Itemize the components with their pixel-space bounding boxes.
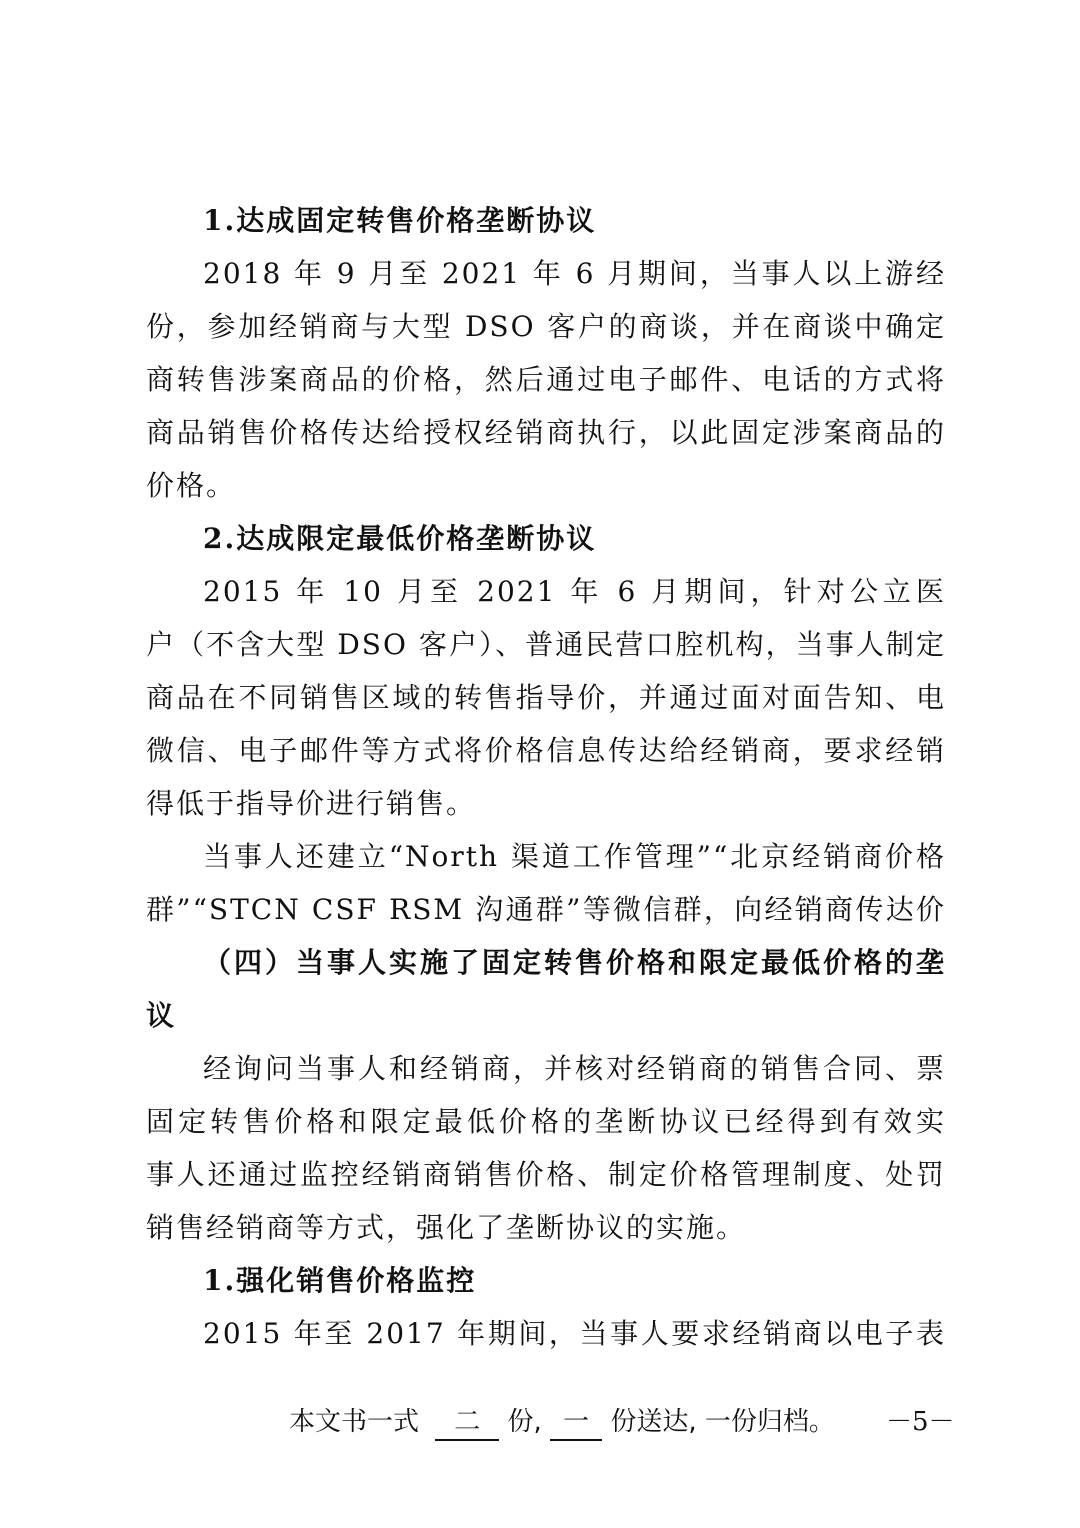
document-body	[146, 194, 946, 1360]
paragraph-line: 价格。	[146, 469, 237, 502]
paragraph-line: 商品在不同销售区域的转售指导价，并通过面对面告知、电	[146, 681, 946, 714]
section-heading-line: （四）当事人实施了固定转售价格和限定最低价格的垄	[203, 946, 946, 979]
page-number: －5－	[886, 1407, 955, 1437]
paragraph-line: 当事人还建立“North 渠道工作管理”“北京经销商价格	[203, 840, 946, 873]
paragraph-line: 份，参加经销商与大型 DSO 客户的商谈，并在商谈中确定	[146, 310, 946, 343]
paragraph-line: 群”“STCN CSF RSM 沟通群”等微信群，向经销商传达价	[146, 893, 946, 926]
section-heading-line: 1.达成固定转售价格垄断协议	[203, 204, 597, 237]
copies-note	[289, 1400, 835, 1444]
copies-suffix: 份送达, 一份归档。	[610, 1407, 835, 1437]
paragraph-line: 事人还通过监控经销商销售价格、制定价格管理制度、处罚	[146, 1158, 946, 1191]
paragraph-line: 经询问当事人和经销商，并核对经销商的销售合同、票	[203, 1052, 946, 1085]
paragraph-line: 销售经销商等方式，强化了垄断协议的实施。	[146, 1211, 747, 1244]
delivered-count-field: 一	[550, 1405, 602, 1441]
paragraph-line: 商转售涉案商品的价格，然后通过电子邮件、电话的方式将	[146, 363, 946, 396]
section-heading-line: 1.强化销售价格监控	[203, 1264, 477, 1297]
paragraph-line: 微信、电子邮件等方式将价格信息传达给经销商，要求经销	[146, 734, 946, 767]
paragraph-line: 固定转售价格和限定最低价格的垄断协议已经得到有效实	[146, 1105, 946, 1138]
paragraph-line: 得低于指导价进行销售。	[146, 787, 477, 820]
paragraph-line: 2018 年 9 月至 2021 年 6 月期间，当事人以上游经	[203, 257, 946, 290]
paragraph-line: 户（不含大型 DSO 客户）、普通民营口腔机构，当事人制定	[146, 628, 946, 661]
copies-separator: 份,	[507, 1407, 542, 1437]
paragraph-line: 2015 年至 2017 年期间，当事人要求经销商以电子表	[203, 1317, 946, 1350]
section-heading-line: 2.达成限定最低价格垄断协议	[203, 522, 597, 555]
copies-count-field: 二	[435, 1405, 499, 1441]
paragraph-line: 2015 年 10 月至 2021 年 6 月期间，针对公立医	[203, 575, 946, 608]
page-footer	[0, 1400, 1080, 1444]
copies-prefix: 本文书一式	[289, 1407, 420, 1437]
section-heading-line: 议	[146, 999, 177, 1032]
paragraph-line: 商品销售价格传达给授权经销商执行，以此固定涉案商品的	[146, 416, 946, 449]
